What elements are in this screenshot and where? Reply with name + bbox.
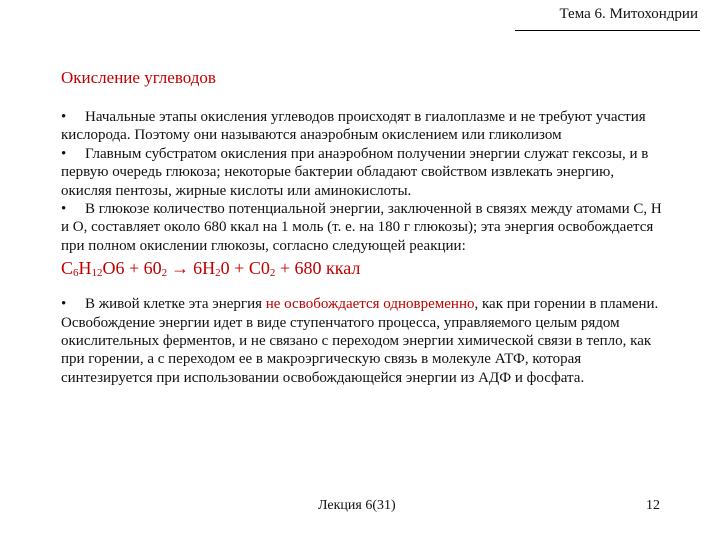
reaction-arrow-icon: →: [171, 258, 190, 279]
paragraph-1: [61, 108, 667, 145]
paragraph-2-text: Главным субстратом окисления при анаэробном получении энергии служат гексозы, и в первую очередь глюкоза; некоторые бактерии обладают свойством извлекать энергию, окисляя пентозы, жирные кислоты или аминокислоты.: [61, 145, 649, 199]
reaction-p2-sub: 2: [269, 267, 276, 280]
slide-body: [61, 108, 667, 387]
paragraph-4: [61, 295, 667, 387]
reaction-equation: [61, 257, 667, 279]
paragraph-4-highlight: не освобождается одновременно: [265, 296, 475, 313]
paragraph-4-before: В живой клетке эта энергия: [85, 296, 266, 313]
reaction-p2: 0 + С0: [220, 258, 270, 279]
reaction-o: О6 + 60: [102, 258, 162, 279]
paragraph-4-after: , как при горении в пламени. Освобождение энергии идет в виде ступенчатого процесса, управляемого целым рядом окислительных ферментов, и не связано с переходом энергии химической связи в тепло, как при горении, а с переходом ее в макроэргическую связь в молекуле АТФ, которая синтезируется при использовании освобождающейся энергии из АДФ и фосфата.: [61, 296, 659, 386]
reaction-h: Н: [78, 258, 92, 279]
header-topic: Тема 6. Митохондрии: [559, 6, 698, 22]
paragraph-3: [61, 200, 667, 255]
reaction-p1-sub: 2: [215, 267, 221, 280]
bullet-2: •: [61, 145, 67, 162]
paragraph-2: [61, 145, 667, 200]
reaction-p1: 6Н: [193, 258, 216, 279]
header-topic-box: [515, 2, 700, 31]
reaction-c-sub: 6: [73, 267, 79, 280]
reaction-p3: + 680 ккал: [279, 258, 361, 279]
reaction-o-sub: 2: [161, 267, 168, 280]
footer-page-number: 12: [646, 498, 660, 513]
bullet-1: •: [61, 109, 67, 125]
bullet-4: •: [61, 296, 67, 313]
paragraph-3-text: В глюкозе количество потенциальной энергии, заключенной в связях между атомами С, Н и О, составляет около 680 ккал на 1 моль (т. е. на 180 г глюкозы); эта энергия освобождается при полном окислении глюкозы, согласно следующей реакции:: [61, 201, 662, 254]
reaction-h-sub: 12: [91, 267, 103, 280]
reaction-c: С: [61, 258, 74, 279]
bullet-3: •: [61, 201, 67, 218]
footer-lecture: Лекция 6(31): [318, 498, 396, 513]
slide-title: Окисление углеводов: [61, 68, 216, 87]
paragraph-1-text: Начальные этапы окисления углеводов происходят в гиалоплазме и не требуют участия кислорода. Поэтому они называются анаэробным окислением или гликолизом: [61, 109, 646, 144]
